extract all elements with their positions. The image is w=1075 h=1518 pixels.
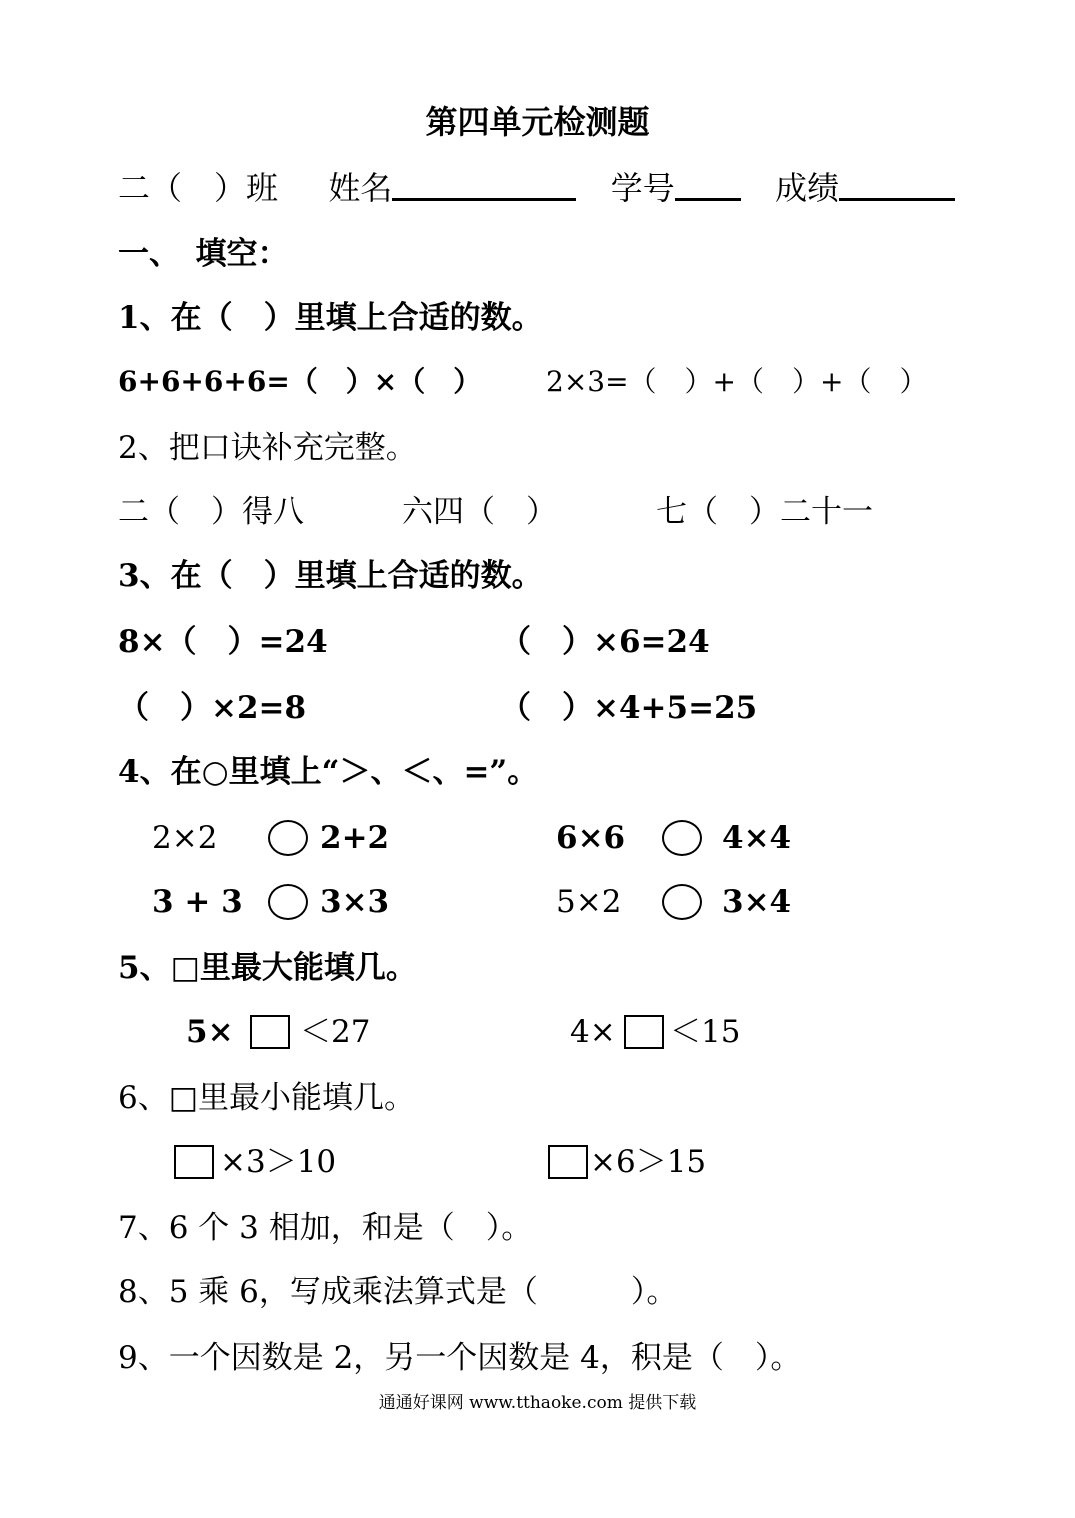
- q8-text: 8、5 乘 6，写成乘法算式是（ ）。: [118, 1274, 678, 1310]
- number-label: 学号: [610, 169, 675, 207]
- q1-left: 6+6+6+6=（ ）×（ ）: [118, 365, 482, 398]
- compare-circle[interactable]: [268, 820, 308, 856]
- q5-a-right: ＜27: [300, 1014, 371, 1050]
- q9-text: 9、一个因数是 2，另一个因数是 4，积是（ ）。: [118, 1340, 802, 1376]
- compare-circle[interactable]: [662, 820, 702, 856]
- footer-credit: 通通好课网 www.tthaoke.com 提供下载: [378, 1393, 697, 1413]
- q5-b-left: 4×: [570, 1014, 616, 1050]
- q4-prompt: 4、在○里填上“＞、＜、=”。: [118, 754, 539, 790]
- q6-b-right: ×6＞15: [590, 1144, 707, 1180]
- q3-d: （ ）×4+5=25: [500, 690, 758, 726]
- name-field[interactable]: [392, 168, 576, 201]
- answer-box[interactable]: [624, 1015, 664, 1049]
- q4-r2-b-left: 5×2: [556, 884, 622, 920]
- name-label: 姓名: [328, 169, 393, 207]
- q7-text: 7、6 个 3 相加，和是（ ）。: [118, 1210, 533, 1246]
- page-title: 第四单元检测题: [425, 103, 650, 141]
- q3-a: 8×（ ）=24: [118, 624, 328, 660]
- q4-r2-a-right: 3×3: [320, 884, 390, 920]
- compare-circle[interactable]: [268, 884, 308, 920]
- answer-box[interactable]: [250, 1015, 290, 1049]
- q4-r1-a-right: 2+2: [320, 820, 390, 856]
- compare-circle[interactable]: [662, 884, 702, 920]
- q1-right: 2×3=（ ）+（ ）+（ ）: [546, 365, 928, 398]
- q4-r2-b-right: 3×4: [722, 884, 792, 920]
- q2-b: 六四（ ）: [402, 494, 557, 530]
- q6-a-right: ×3＞10: [220, 1144, 337, 1180]
- answer-box[interactable]: [174, 1145, 214, 1179]
- q4-r1-b-left: 6×6: [556, 820, 626, 856]
- score-field[interactable]: [839, 168, 955, 201]
- class-label: 二（ ）班: [118, 169, 279, 207]
- q1-prompt: 1、在（ ）里填上合适的数。: [118, 300, 543, 336]
- q5-b-right: ＜15: [670, 1014, 741, 1050]
- score-label: 成绩: [775, 169, 840, 207]
- q6-prompt: 6、□里最小能填几。: [118, 1080, 416, 1116]
- q3-b: （ ）×6=24: [500, 624, 710, 660]
- q4-r1-b-right: 4×4: [722, 820, 792, 856]
- q2-prompt: 2、把口诀补充完整。: [118, 430, 417, 466]
- q5-prompt: 5、□里最大能填几。: [118, 950, 417, 986]
- q3-c: （ ）×2=8: [118, 690, 307, 726]
- answer-box[interactable]: [548, 1145, 588, 1179]
- number-field[interactable]: [675, 168, 741, 201]
- header-row: [118, 168, 955, 208]
- section-heading: 一、 填空：: [118, 236, 289, 272]
- q4-r1-a-left: 2×2: [152, 820, 218, 856]
- q4-r2-a-left: 3 + 3: [152, 884, 243, 920]
- q3-prompt: 3、在（ ）里填上合适的数。: [118, 558, 543, 594]
- q5-a-left: 5×: [186, 1014, 234, 1050]
- q2-a: 二（ ）得八: [118, 494, 304, 530]
- q2-c: 七（ ）二十一: [656, 494, 873, 530]
